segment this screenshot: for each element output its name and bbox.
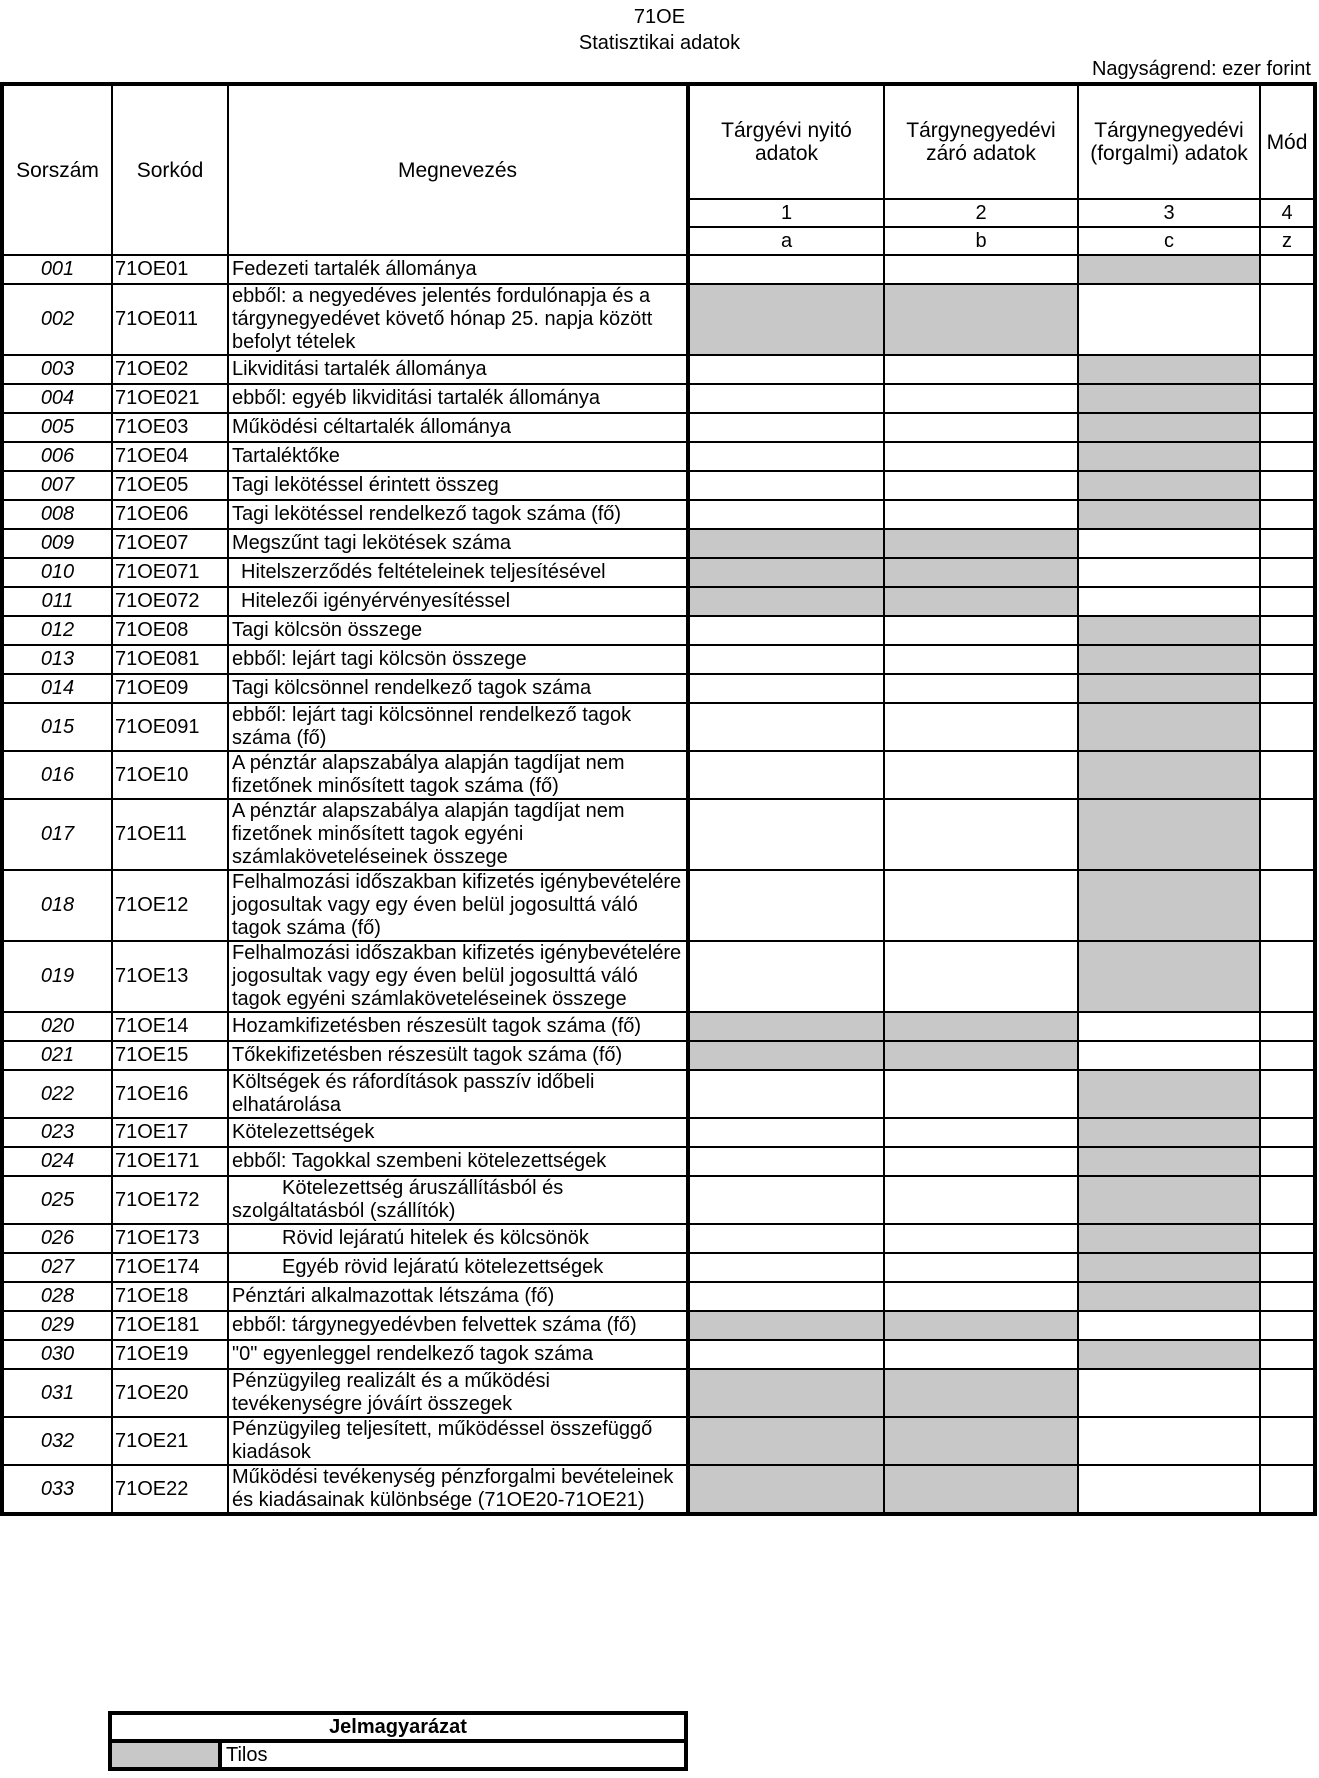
- cell-turnover[interactable]: [1078, 587, 1260, 616]
- legend-title: Jelmagyarázat: [110, 1713, 686, 1741]
- cell-turnover: [1078, 1070, 1260, 1118]
- cell-turnover: [1078, 1224, 1260, 1253]
- cell-opening: [688, 1369, 884, 1417]
- cell-closing[interactable]: [884, 674, 1078, 703]
- cell-opening: [688, 529, 884, 558]
- cell-closing: [884, 1012, 1078, 1041]
- cell-turnover: [1078, 413, 1260, 442]
- table-row: [2, 1176, 1315, 1224]
- table-row: [2, 529, 1315, 558]
- table-row: [2, 616, 1315, 645]
- cell-mode[interactable]: [1260, 674, 1315, 703]
- row-code: 71OE22: [112, 1465, 228, 1514]
- cell-turnover[interactable]: [1078, 1465, 1260, 1514]
- table-row: [2, 442, 1315, 471]
- table-row: [2, 941, 1315, 1012]
- cell-turnover: [1078, 471, 1260, 500]
- table-row: [2, 1465, 1315, 1514]
- row-number: 013: [2, 645, 112, 674]
- row-description: Tagi lekötéssel rendelkező tagok száma (fő): [228, 500, 688, 529]
- row-number: 026: [2, 1224, 112, 1253]
- cell-opening[interactable]: [688, 1147, 884, 1176]
- header-col-1: Tárgyévi nyitó adatok: [688, 84, 884, 199]
- cell-mode[interactable]: [1260, 1465, 1315, 1514]
- row-number: 004: [2, 384, 112, 413]
- cell-closing[interactable]: [884, 1147, 1078, 1176]
- cell-turnover: [1078, 703, 1260, 751]
- cell-opening[interactable]: [688, 616, 884, 645]
- row-description: Működési céltartalék állománya: [228, 413, 688, 442]
- cell-mode[interactable]: [1260, 442, 1315, 471]
- cell-mode[interactable]: [1260, 1340, 1315, 1369]
- row-description: "0" egyenleggel rendelkező tagok száma: [228, 1340, 688, 1369]
- legend-swatch-forbidden: [110, 1741, 220, 1769]
- cell-opening: [688, 558, 884, 587]
- table-row: [2, 799, 1315, 870]
- table-row: [2, 674, 1315, 703]
- row-description: ebből: Tagokkal szembeni kötelezettségek: [228, 1147, 688, 1176]
- unit-note: Nagyságrend: ezer forint: [1091, 58, 1311, 80]
- cell-turnover[interactable]: [1078, 1369, 1260, 1417]
- cell-closing: [884, 558, 1078, 587]
- cell-mode[interactable]: [1260, 471, 1315, 500]
- cell-mode[interactable]: [1260, 1118, 1315, 1147]
- cell-closing[interactable]: [884, 941, 1078, 1012]
- row-number: 032: [2, 1417, 112, 1465]
- table-row: [2, 500, 1315, 529]
- cell-opening: [688, 1012, 884, 1041]
- row-code: 71OE173: [112, 1224, 228, 1253]
- document-title: Statisztikai adatok: [578, 32, 741, 54]
- header-sorkod: Sorkód: [112, 84, 228, 255]
- row-code: 71OE08: [112, 616, 228, 645]
- table-row: [2, 1282, 1315, 1311]
- cell-closing[interactable]: [884, 1282, 1078, 1311]
- cell-turnover: [1078, 799, 1260, 870]
- row-number: 011: [2, 587, 112, 616]
- cell-closing[interactable]: [884, 870, 1078, 941]
- table-row: [2, 1012, 1315, 1041]
- table-row: [2, 1041, 1315, 1070]
- header-col-3: Tárgynegyedévi (forgalmi) adatok: [1078, 84, 1260, 199]
- row-number: 008: [2, 500, 112, 529]
- row-code: 71OE174: [112, 1253, 228, 1282]
- cell-closing[interactable]: [884, 799, 1078, 870]
- cell-closing: [884, 529, 1078, 558]
- cell-opening[interactable]: [688, 941, 884, 1012]
- col-number-2: 2: [884, 199, 1078, 227]
- cell-mode[interactable]: [1260, 1282, 1315, 1311]
- table-row: [2, 1311, 1315, 1340]
- cell-turnover: [1078, 384, 1260, 413]
- cell-mode[interactable]: [1260, 384, 1315, 413]
- cell-closing[interactable]: [884, 645, 1078, 674]
- cell-mode[interactable]: [1260, 1041, 1315, 1070]
- cell-turnover: [1078, 674, 1260, 703]
- cell-opening: [688, 1311, 884, 1340]
- cell-closing: [884, 1369, 1078, 1417]
- row-code: 71OE05: [112, 471, 228, 500]
- cell-closing: [884, 587, 1078, 616]
- cell-mode[interactable]: [1260, 645, 1315, 674]
- cell-turnover[interactable]: [1078, 1012, 1260, 1041]
- table-row: [2, 384, 1315, 413]
- cell-opening: [688, 587, 884, 616]
- row-description: Likviditási tartalék állománya: [228, 355, 688, 384]
- cell-opening[interactable]: [688, 1224, 884, 1253]
- cell-closing[interactable]: [884, 1070, 1078, 1118]
- cell-opening[interactable]: [688, 674, 884, 703]
- table-row: [2, 413, 1315, 442]
- row-code: 71OE15: [112, 1041, 228, 1070]
- row-code: 71OE02: [112, 355, 228, 384]
- cell-mode[interactable]: [1260, 355, 1315, 384]
- row-code: 71OE01: [112, 255, 228, 284]
- cell-turnover[interactable]: [1078, 558, 1260, 587]
- row-description: Tagi kölcsön összege: [228, 616, 688, 645]
- row-number: 009: [2, 529, 112, 558]
- row-description: Megszűnt tagi lekötések száma: [228, 529, 688, 558]
- cell-opening[interactable]: [688, 500, 884, 529]
- cell-opening[interactable]: [688, 442, 884, 471]
- document-code: 71OE: [633, 6, 686, 28]
- row-code: 71OE14: [112, 1012, 228, 1041]
- cell-opening: [688, 1465, 884, 1514]
- cell-opening[interactable]: [688, 645, 884, 674]
- row-number: 001: [2, 255, 112, 284]
- row-number: 007: [2, 471, 112, 500]
- cell-turnover[interactable]: [1078, 284, 1260, 355]
- row-number: 029: [2, 1311, 112, 1340]
- row-number: 023: [2, 1118, 112, 1147]
- cell-mode[interactable]: [1260, 1012, 1315, 1041]
- row-code: 71OE04: [112, 442, 228, 471]
- row-code: 71OE021: [112, 384, 228, 413]
- cell-opening[interactable]: [688, 413, 884, 442]
- table-row: [2, 1253, 1315, 1282]
- cell-mode[interactable]: [1260, 1369, 1315, 1417]
- cell-turnover[interactable]: [1078, 1311, 1260, 1340]
- cell-opening[interactable]: [688, 1176, 884, 1224]
- row-number: 015: [2, 703, 112, 751]
- row-description: Működési tevékenység pénzforgalmi bevételeinek és kiadásainak különbsége (71OE20-71OE21): [228, 1465, 688, 1514]
- cell-closing[interactable]: [884, 413, 1078, 442]
- row-number: 010: [2, 558, 112, 587]
- cell-opening[interactable]: [688, 751, 884, 799]
- row-number: 002: [2, 284, 112, 355]
- row-number: 028: [2, 1282, 112, 1311]
- cell-closing[interactable]: [884, 751, 1078, 799]
- row-code: 71OE11: [112, 799, 228, 870]
- row-description: Felhalmozási időszakban kifizetés igénybevételére jogosultak vagy egy éven belül jogosulttá váló tagok száma (fő): [228, 870, 688, 941]
- cell-closing: [884, 1417, 1078, 1465]
- cell-mode[interactable]: [1260, 1147, 1315, 1176]
- cell-opening[interactable]: [688, 255, 884, 284]
- cell-mode[interactable]: [1260, 413, 1315, 442]
- cell-opening[interactable]: [688, 1070, 884, 1118]
- row-number: 018: [2, 870, 112, 941]
- cell-mode[interactable]: [1260, 751, 1315, 799]
- cell-mode[interactable]: [1260, 255, 1315, 284]
- row-description: Tőkekifizetésben részesült tagok száma (fő): [228, 1041, 688, 1070]
- row-code: 71OE18: [112, 1282, 228, 1311]
- header-col-4: Mód: [1260, 84, 1315, 199]
- row-code: 71OE19: [112, 1340, 228, 1369]
- row-description: Tagi kölcsönnel rendelkező tagok száma: [228, 674, 688, 703]
- cell-mode[interactable]: [1260, 1070, 1315, 1118]
- cell-closing: [884, 1465, 1078, 1514]
- cell-opening[interactable]: [688, 1118, 884, 1147]
- row-number: 016: [2, 751, 112, 799]
- cell-turnover: [1078, 616, 1260, 645]
- cell-mode[interactable]: [1260, 558, 1315, 587]
- row-code: 71OE07: [112, 529, 228, 558]
- cell-mode[interactable]: [1260, 284, 1315, 355]
- header-col-2: Tárgynegyedévi záró adatok: [884, 84, 1078, 199]
- row-number: 025: [2, 1176, 112, 1224]
- header-megnevezes: Megnevezés: [228, 84, 688, 255]
- cell-closing[interactable]: [884, 442, 1078, 471]
- col-letter-c: c: [1078, 227, 1260, 255]
- table-row: [2, 255, 1315, 284]
- cell-turnover: [1078, 941, 1260, 1012]
- cell-closing[interactable]: [884, 1118, 1078, 1147]
- row-description: Rövid lejáratú hitelek és kölcsönök: [228, 1224, 688, 1253]
- row-code: 71OE071: [112, 558, 228, 587]
- cell-turnover: [1078, 645, 1260, 674]
- cell-mode[interactable]: [1260, 1224, 1315, 1253]
- cell-turnover: [1078, 442, 1260, 471]
- cell-mode[interactable]: [1260, 1311, 1315, 1340]
- cell-turnover: [1078, 1118, 1260, 1147]
- cell-closing[interactable]: [884, 255, 1078, 284]
- table-row: [2, 355, 1315, 384]
- table-body: [2, 255, 1315, 1514]
- row-description: Tartaléktőke: [228, 442, 688, 471]
- cell-mode[interactable]: [1260, 870, 1315, 941]
- row-code: 71OE011: [112, 284, 228, 355]
- col-number-4: 4: [1260, 199, 1315, 227]
- row-code: 71OE17: [112, 1118, 228, 1147]
- row-code: 71OE081: [112, 645, 228, 674]
- cell-mode[interactable]: [1260, 799, 1315, 870]
- cell-closing: [884, 1041, 1078, 1070]
- col-number-3: 3: [1078, 199, 1260, 227]
- row-description: ebből: egyéb likviditási tartalék állománya: [228, 384, 688, 413]
- cell-turnover: [1078, 500, 1260, 529]
- cell-opening[interactable]: [688, 471, 884, 500]
- row-number: 003: [2, 355, 112, 384]
- cell-turnover: [1078, 1147, 1260, 1176]
- row-number: 021: [2, 1041, 112, 1070]
- cell-turnover: [1078, 1176, 1260, 1224]
- table-row: [2, 1070, 1315, 1118]
- row-description: Egyéb rövid lejáratú kötelezettségek: [228, 1253, 688, 1282]
- cell-opening[interactable]: [688, 870, 884, 941]
- row-description: Fedezeti tartalék állománya: [228, 255, 688, 284]
- cell-mode[interactable]: [1260, 587, 1315, 616]
- table-row: [2, 751, 1315, 799]
- legend: [108, 1711, 688, 1771]
- cell-mode[interactable]: [1260, 529, 1315, 558]
- cell-closing[interactable]: [884, 500, 1078, 529]
- table-row: [2, 645, 1315, 674]
- cell-opening: [688, 1417, 884, 1465]
- row-number: 014: [2, 674, 112, 703]
- cell-opening: [688, 284, 884, 355]
- row-number: 027: [2, 1253, 112, 1282]
- col-number-1: 1: [688, 199, 884, 227]
- row-code: 71OE172: [112, 1176, 228, 1224]
- row-description: Hitelszerződés feltételeinek teljesítésével: [228, 558, 688, 587]
- col-letter-b: b: [884, 227, 1078, 255]
- cell-closing[interactable]: [884, 1340, 1078, 1369]
- row-description: A pénztár alapszabálya alapján tagdíjat nem fizetőnek minősített tagok egyéni számlaköveteléseinek összege: [228, 799, 688, 870]
- row-description: ebből: lejárt tagi kölcsönnel rendelkező tagok száma (fő): [228, 703, 688, 751]
- row-code: 71OE072: [112, 587, 228, 616]
- table-row: [2, 1224, 1315, 1253]
- cell-closing[interactable]: [884, 355, 1078, 384]
- col-letter-z: z: [1260, 227, 1315, 255]
- row-number: 031: [2, 1369, 112, 1417]
- row-description: Hozamkifizetésben részesült tagok száma (fő): [228, 1012, 688, 1041]
- cell-opening[interactable]: [688, 703, 884, 751]
- table-row: [2, 1118, 1315, 1147]
- table-row: [2, 703, 1315, 751]
- cell-mode[interactable]: [1260, 1417, 1315, 1465]
- row-description: Hitelezői igényérvényesítéssel: [228, 587, 688, 616]
- row-number: 024: [2, 1147, 112, 1176]
- row-description: Felhalmozási időszakban kifizetés igénybevételére jogosultak vagy egy éven belül jogosulttá váló tagok egyéni számlaköveteléseinek összege: [228, 941, 688, 1012]
- row-code: 71OE20: [112, 1369, 228, 1417]
- cell-turnover: [1078, 1253, 1260, 1282]
- cell-opening[interactable]: [688, 1340, 884, 1369]
- row-description: A pénztár alapszabálya alapján tagdíjat nem fizetőnek minősített tagok száma (fő): [228, 751, 688, 799]
- table-row: [2, 471, 1315, 500]
- cell-closing[interactable]: [884, 703, 1078, 751]
- cell-closing[interactable]: [884, 384, 1078, 413]
- cell-turnover[interactable]: [1078, 1417, 1260, 1465]
- row-description: Kötelezettség áruszállításból és szolgáltatásból (szállítók): [228, 1176, 688, 1224]
- cell-turnover: [1078, 1340, 1260, 1369]
- legend-label-forbidden: Tilos: [220, 1741, 686, 1769]
- row-code: 71OE13: [112, 941, 228, 1012]
- row-description: Költségek és ráfordítások passzív időbeli elhatárolása: [228, 1070, 688, 1118]
- cell-closing[interactable]: [884, 1176, 1078, 1224]
- row-code: 71OE16: [112, 1070, 228, 1118]
- row-number: 033: [2, 1465, 112, 1514]
- cell-mode[interactable]: [1260, 941, 1315, 1012]
- row-number: 017: [2, 799, 112, 870]
- table-row: [2, 1417, 1315, 1465]
- row-description: ebből: tárgynegyedévben felvettek száma (fő): [228, 1311, 688, 1340]
- table-row: [2, 1340, 1315, 1369]
- cell-mode[interactable]: [1260, 1253, 1315, 1282]
- row-number: 020: [2, 1012, 112, 1041]
- row-number: 022: [2, 1070, 112, 1118]
- row-description: Pénzügyileg teljesített, működéssel összefüggő kiadások: [228, 1417, 688, 1465]
- cell-closing[interactable]: [884, 1253, 1078, 1282]
- cell-turnover[interactable]: [1078, 529, 1260, 558]
- row-number: 030: [2, 1340, 112, 1369]
- cell-opening[interactable]: [688, 1253, 884, 1282]
- cell-turnover[interactable]: [1078, 1041, 1260, 1070]
- cell-mode[interactable]: [1260, 703, 1315, 751]
- cell-turnover: [1078, 255, 1260, 284]
- row-number: 005: [2, 413, 112, 442]
- row-number: 019: [2, 941, 112, 1012]
- table-row: [2, 870, 1315, 941]
- cell-turnover: [1078, 751, 1260, 799]
- cell-turnover: [1078, 870, 1260, 941]
- row-code: 71OE09: [112, 674, 228, 703]
- row-code: 71OE12: [112, 870, 228, 941]
- cell-closing[interactable]: [884, 471, 1078, 500]
- header-sorszam: Sorszám: [2, 84, 112, 255]
- cell-opening[interactable]: [688, 1282, 884, 1311]
- cell-closing[interactable]: [884, 1224, 1078, 1253]
- row-description: ebből: a negyedéves jelentés fordulónapja és a tárgynegyedévet követő hónap 25. napja között befolyt tételek: [228, 284, 688, 355]
- row-code: 71OE06: [112, 500, 228, 529]
- cell-closing: [884, 1311, 1078, 1340]
- cell-mode[interactable]: [1260, 1176, 1315, 1224]
- row-description: Kötelezettségek: [228, 1118, 688, 1147]
- statistics-table: [0, 82, 1317, 1516]
- cell-turnover: [1078, 1282, 1260, 1311]
- cell-turnover: [1078, 355, 1260, 384]
- cell-opening[interactable]: [688, 799, 884, 870]
- table-row: [2, 1147, 1315, 1176]
- table-row: [2, 1369, 1315, 1417]
- row-code: 71OE181: [112, 1311, 228, 1340]
- row-description: ebből: lejárt tagi kölcsön összege: [228, 645, 688, 674]
- row-code: 71OE091: [112, 703, 228, 751]
- row-description: Tagi lekötéssel érintett összeg: [228, 471, 688, 500]
- row-code: 71OE03: [112, 413, 228, 442]
- row-code: 71OE10: [112, 751, 228, 799]
- table-row: [2, 284, 1315, 355]
- row-description: Pénztári alkalmazottak létszáma (fő): [228, 1282, 688, 1311]
- table-row: [2, 558, 1315, 587]
- row-number: 006: [2, 442, 112, 471]
- cell-opening[interactable]: [688, 355, 884, 384]
- cell-closing: [884, 284, 1078, 355]
- cell-mode[interactable]: [1260, 616, 1315, 645]
- cell-opening[interactable]: [688, 384, 884, 413]
- row-code: 71OE21: [112, 1417, 228, 1465]
- row-number: 012: [2, 616, 112, 645]
- row-code: 71OE171: [112, 1147, 228, 1176]
- col-letter-a: a: [688, 227, 884, 255]
- row-description: Pénzügyileg realizált és a működési tevékenységre jóváírt összegek: [228, 1369, 688, 1417]
- cell-opening: [688, 1041, 884, 1070]
- table-row: [2, 587, 1315, 616]
- cell-closing[interactable]: [884, 616, 1078, 645]
- cell-mode[interactable]: [1260, 500, 1315, 529]
